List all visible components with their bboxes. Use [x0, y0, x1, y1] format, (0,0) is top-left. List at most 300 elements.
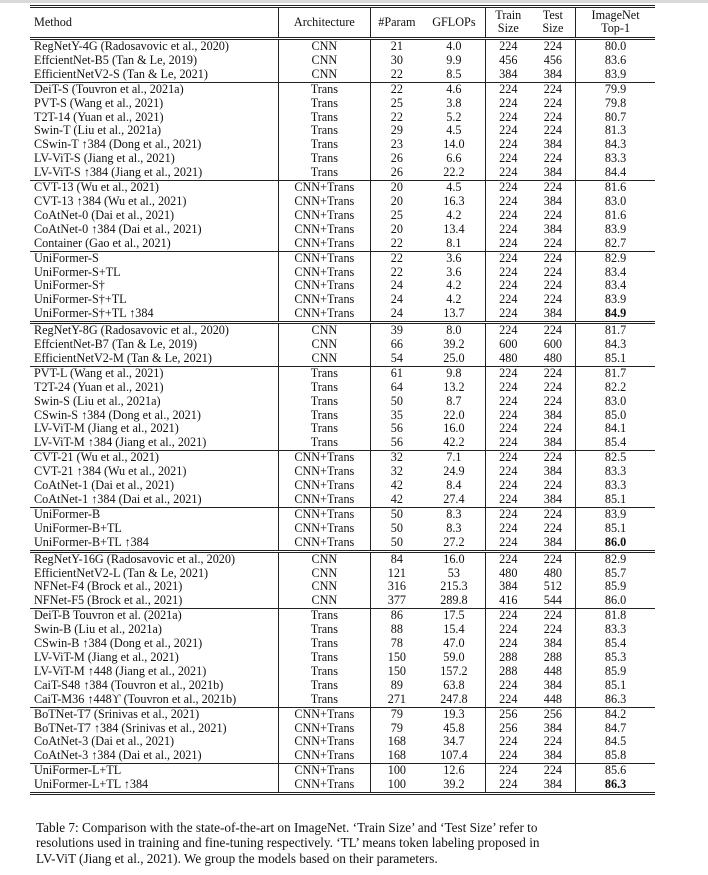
cell-test-size: 384 — [543, 435, 562, 450]
cell-test-size: 224 — [531, 323, 576, 338]
cell-test-size: 224 — [531, 451, 576, 465]
cell-test-size: 384 — [543, 720, 562, 735]
cell-train-size: 224 — [486, 237, 531, 251]
cell-architecture: Trans — [278, 679, 370, 693]
header-test-size-line2: Size — [542, 21, 564, 35]
cell-gflops: 22.2 — [443, 165, 465, 180]
cell-method: BoTNet-T7 (Srinivas et al., 2021) — [30, 707, 278, 721]
cell-gflops: 39.2 — [443, 777, 465, 792]
table-row — [30, 749, 655, 763]
cell-train-size: 480 — [486, 352, 531, 366]
cell-gflops: 289.8 — [440, 593, 468, 608]
cell-top1: 86.3 — [576, 693, 655, 707]
cell-architecture: CNN+Trans — [278, 764, 370, 778]
cell-params: 86 — [370, 609, 422, 623]
cell-architecture: CNN+Trans — [278, 293, 370, 307]
cell-gflops: 8.3 — [423, 507, 486, 521]
cell-gflops: 8.3 — [446, 520, 462, 535]
cell-architecture: CNN+Trans — [278, 251, 370, 265]
cell-test-size: 384 — [543, 636, 562, 651]
comparison-table-container — [30, 5, 655, 795]
cell-gflops: 15.4 — [443, 622, 465, 637]
cell-gflops: 4.2 — [446, 207, 462, 222]
cell-train-size: 224 — [486, 679, 531, 693]
cell-method: PVT-L (Wang et al., 2021) — [30, 366, 278, 380]
cell-train-size: 224 — [486, 395, 531, 409]
cell-architecture: CNN+Trans — [278, 493, 370, 507]
cell-gflops: 247.8 — [440, 691, 468, 706]
cell-top1: 84.4 — [576, 166, 655, 180]
cell-method: CoAtNet-3 ↑384 (Dai et al., 2021) — [34, 748, 202, 763]
cell-method: LV-ViT-S (Jiang et al., 2021) — [34, 151, 175, 166]
table-row — [30, 567, 655, 581]
cell-gflops: 13.7 — [443, 306, 465, 321]
cell-method: UniFormer-S+TL — [34, 264, 121, 279]
cell-train-size: 224 — [486, 479, 531, 493]
table-row — [30, 594, 655, 608]
cell-top1: 83.9 — [576, 507, 655, 521]
cell-params: 24 — [390, 292, 403, 307]
cell-architecture: CNN — [278, 338, 370, 352]
cell-train-size: 288 — [486, 665, 531, 679]
cell-top1: 85.1 — [576, 679, 655, 693]
cell-test-size: 288 — [543, 649, 562, 664]
cell-params: 22 — [370, 82, 422, 96]
cell-method: EfficientNetV2-M (Tan & Le, 2021) — [34, 350, 212, 365]
cell-test-size: 224 — [543, 123, 562, 138]
cell-train-size: 224 — [486, 522, 531, 536]
cell-gflops: 16.0 — [423, 551, 486, 566]
cell-top1: 83.4 — [576, 266, 655, 280]
cell-method: T2T-14 (Yuan et al., 2021) — [34, 109, 164, 124]
cell-params: 25 — [390, 95, 403, 110]
cell-test-size: 224 — [531, 764, 576, 778]
cell-test-size: 224 — [543, 95, 562, 110]
cell-test-size: 384 — [543, 193, 562, 208]
cell-params: 50 — [390, 393, 403, 408]
table-row — [30, 111, 655, 125]
cell-params: 22 — [370, 251, 422, 265]
cell-method: RegNetY-16G (Radosavovic et al., 2020) — [30, 551, 278, 566]
cell-gflops: 39.2 — [443, 337, 465, 352]
cell-test-size: 224 — [543, 622, 562, 637]
cell-architecture: CNN — [278, 39, 370, 54]
table-row — [30, 707, 655, 721]
cell-test-size: 224 — [543, 235, 562, 250]
cell-params: 22 — [390, 66, 403, 81]
cell-test-size: 224 — [543, 39, 562, 53]
cell-architecture: CNN+Trans — [278, 722, 370, 736]
table-row — [30, 465, 655, 479]
cell-params: 23 — [390, 137, 403, 152]
cell-test-size: 448 — [543, 663, 562, 678]
cell-architecture: Trans — [278, 82, 370, 96]
cell-params: 26 — [390, 165, 403, 180]
table-row — [30, 195, 655, 209]
cell-params: 64 — [390, 379, 403, 394]
cell-top1: 81.7 — [576, 323, 655, 338]
cell-params: 39 — [370, 323, 422, 338]
cell-top1: 83.9 — [576, 68, 655, 82]
cell-params: 84 — [370, 551, 422, 566]
cell-params: 20 — [390, 193, 403, 208]
cell-top1: 84.3 — [576, 138, 655, 152]
cell-train-size: 224 — [486, 138, 531, 152]
cell-train-size: 224 — [486, 436, 531, 450]
table-row — [30, 82, 655, 96]
cell-gflops: 17.5 — [423, 609, 486, 623]
cell-top1: 85.4 — [576, 637, 655, 651]
cell-train-size: 224 — [486, 124, 531, 138]
header-train-size-line1: Train — [495, 8, 522, 22]
table-row — [30, 251, 655, 265]
cell-architecture: Trans — [278, 409, 370, 423]
cell-test-size: 224 — [531, 82, 576, 96]
table-row — [30, 97, 655, 111]
cell-architecture: CNN — [278, 323, 370, 338]
table-row — [30, 422, 655, 436]
cell-gflops: 27.2 — [443, 534, 465, 549]
cell-train-size: 224 — [486, 609, 531, 623]
cell-params: 168 — [387, 748, 407, 763]
cell-test-size: 384 — [543, 492, 562, 506]
cell-test-size: 480 — [543, 565, 562, 580]
cell-train-size: 256 — [486, 707, 531, 721]
cell-params: 54 — [390, 350, 403, 365]
cell-train-size: 224 — [486, 366, 531, 380]
cell-top1: 83.0 — [576, 195, 655, 209]
cell-method: LV-ViT-M ↑384 (Jiang et al., 2021) — [34, 435, 207, 450]
cell-gflops: 6.6 — [446, 151, 462, 166]
cell-architecture: Trans — [278, 124, 370, 138]
cell-params: 29 — [390, 123, 403, 138]
cell-train-size: 224 — [486, 307, 531, 322]
cell-top1: 81.6 — [576, 209, 655, 223]
cell-gflops: 4.6 — [423, 82, 486, 96]
cell-top1: 85.3 — [576, 651, 655, 665]
cell-train-size: 224 — [486, 209, 531, 223]
cell-method: PVT-S (Wang et al., 2021) — [34, 95, 164, 110]
cell-top1: 85.1 — [576, 522, 655, 536]
cell-gflops: 215.3 — [440, 579, 468, 594]
cell-method: EffcientNet-B5 (Tan & Le, 2019) — [34, 52, 198, 67]
cell-test-size: 384 — [543, 777, 562, 792]
cell-train-size: 224 — [486, 293, 531, 307]
caption-line-3: LV-ViT (Jiang et al., 2021). We group the models based on their parameters. — [36, 850, 438, 866]
cell-method: T2T-24 (Yuan et al., 2021) — [34, 379, 164, 394]
cell-test-size: 384 — [543, 748, 562, 763]
cell-test-size: 480 — [543, 350, 562, 365]
cell-train-size: 224 — [486, 152, 531, 166]
cell-architecture: CNN+Trans — [278, 237, 370, 251]
cell-gflops: 12.6 — [423, 764, 486, 778]
cell-top1: 81.8 — [576, 609, 655, 623]
table-row — [30, 124, 655, 138]
header-imagenet-top1 — [576, 7, 655, 39]
cell-params: 78 — [390, 636, 403, 651]
cell-method: LV-ViT-M (Jiang et al., 2021) — [34, 649, 179, 664]
cell-params: 24 — [390, 306, 403, 321]
cell-test-size: 384 — [543, 165, 562, 180]
cell-method: CSwin-T ↑384 (Dong et al., 2021) — [34, 137, 202, 152]
cell-architecture: CNN — [278, 580, 370, 594]
cell-train-size: 224 — [486, 507, 531, 521]
cell-top1: 82.7 — [576, 237, 655, 251]
cell-params: 56 — [390, 421, 403, 436]
cell-train-size: 224 — [486, 251, 531, 265]
table-row — [30, 409, 655, 423]
cell-test-size: 512 — [543, 579, 562, 594]
cell-architecture: CNN+Trans — [278, 522, 370, 536]
cell-method: CSwin-S ↑384 (Dong et al., 2021) — [34, 407, 201, 422]
cell-test-size: 224 — [543, 151, 562, 166]
cell-top1: 83.6 — [576, 54, 655, 68]
cell-architecture: CNN+Trans — [278, 223, 370, 237]
cell-top1: 85.9 — [576, 665, 655, 679]
cell-params: 42 — [390, 492, 403, 506]
cell-gflops: 47.0 — [443, 636, 465, 651]
cell-train-size: 224 — [486, 451, 531, 465]
cell-architecture: CNN — [278, 352, 370, 366]
cell-method: UniFormer-S†+TL — [34, 292, 127, 307]
cell-params: 88 — [390, 622, 403, 637]
cell-train-size: 480 — [486, 567, 531, 581]
table-body — [30, 39, 655, 794]
table-row — [30, 493, 655, 507]
cell-top1: 84.9 — [576, 307, 655, 322]
cell-method: CSwin-B ↑384 (Dong et al., 2021) — [34, 636, 203, 651]
cell-params: 26 — [390, 151, 403, 166]
cell-test-size: 224 — [543, 292, 562, 307]
cell-test-size: 544 — [543, 593, 562, 608]
cell-method: CoAtNet-1 (Dai et al., 2021) — [34, 478, 175, 493]
cell-train-size: 224 — [486, 323, 531, 338]
cell-train-size: 416 — [486, 594, 531, 608]
cell-train-size: 224 — [486, 409, 531, 423]
cell-method: DeiT-S (Touvron et al., 2021a) — [30, 82, 278, 96]
cell-top1: 79.8 — [576, 97, 655, 111]
cell-test-size: 384 — [543, 137, 562, 152]
cell-params: 150 — [387, 649, 407, 664]
cell-top1: 86.0 — [576, 536, 655, 551]
cell-top1: 85.0 — [576, 409, 655, 423]
cell-gflops: 4.0 — [446, 39, 462, 53]
cell-test-size: 224 — [543, 478, 562, 493]
cell-train-size: 224 — [486, 82, 531, 96]
cell-top1: 81.7 — [576, 366, 655, 380]
cell-method: Swin-B (Liu et al., 2021a) — [34, 622, 162, 637]
table-row — [30, 637, 655, 651]
cell-test-size: 448 — [543, 691, 562, 706]
cell-train-size: 224 — [486, 735, 531, 749]
cell-method: CVT-13 (Wu et al., 2021) — [30, 181, 278, 195]
cell-params: 100 — [370, 764, 422, 778]
cell-test-size: 224 — [543, 734, 562, 749]
cell-top1: 80.7 — [576, 111, 655, 125]
cell-top1: 84.2 — [576, 707, 655, 721]
cell-method: EffcientNet-B7 (Tan & Le, 2019) — [34, 337, 198, 352]
cell-method: LV-ViT-M (Jiang et al., 2021) — [34, 421, 179, 436]
table-row — [30, 665, 655, 679]
cell-method: LV-ViT-M ↑448 (Jiang et al., 2021) — [34, 663, 207, 678]
cell-train-size: 224 — [486, 166, 531, 180]
header-top1-line2: Top-1 — [601, 21, 631, 35]
cell-train-size: 384 — [486, 68, 531, 82]
cell-top1: 83.3 — [576, 623, 655, 637]
cell-train-size: 224 — [486, 39, 531, 54]
cell-params: 30 — [390, 52, 403, 67]
table-row — [30, 778, 655, 793]
cell-gflops: 13.2 — [443, 379, 465, 394]
cell-method: CoAtNet-0 ↑384 (Dai et al., 2021) — [34, 221, 202, 236]
cell-method: DeiT-B Touvron et al. (2021a) — [30, 609, 278, 623]
header-test-size — [531, 7, 576, 39]
cell-architecture: CNN — [278, 594, 370, 608]
cell-architecture: CNN+Trans — [278, 707, 370, 721]
table-row — [30, 381, 655, 395]
header-test-size-line1: Test — [542, 8, 563, 22]
cell-params: 50 — [390, 534, 403, 549]
cell-train-size: 224 — [486, 279, 531, 293]
table-row — [30, 395, 655, 409]
table-row — [30, 237, 655, 251]
cell-architecture: Trans — [278, 395, 370, 409]
cell-gflops: 9.8 — [423, 366, 486, 380]
caption-line-1: Table 7: Comparison with the state-of-the-art on ImageNet. ‘Train Size’ and ‘Test Size’ refer to — [36, 820, 538, 835]
cell-gflops: 4.5 — [423, 181, 486, 195]
cell-params: 56 — [390, 435, 403, 450]
cell-test-size: 384 — [543, 407, 562, 422]
cell-params: 21 — [390, 39, 403, 53]
cell-architecture: Trans — [278, 111, 370, 125]
table-row — [30, 522, 655, 536]
cell-architecture: CNN — [278, 68, 370, 82]
header-train-size — [486, 7, 531, 39]
table-caption — [36, 820, 624, 866]
cell-top1: 83.4 — [576, 279, 655, 293]
cell-method: EfficientNetV2-L (Tan & Le, 2021) — [34, 565, 209, 580]
cell-test-size: 224 — [531, 366, 576, 380]
cell-top1: 85.8 — [576, 749, 655, 763]
table-row — [30, 352, 655, 366]
cell-test-size: 384 — [543, 306, 562, 321]
cell-top1: 84.3 — [576, 338, 655, 352]
cell-architecture: CNN+Trans — [278, 181, 370, 195]
table-row — [30, 609, 655, 623]
cell-test-size: 384 — [543, 534, 562, 549]
cell-architecture: Trans — [278, 152, 370, 166]
cell-test-size: 224 — [531, 181, 576, 195]
table-header — [30, 7, 655, 39]
cell-train-size: 224 — [486, 623, 531, 637]
cell-architecture: CNN — [278, 567, 370, 581]
cell-train-size: 224 — [486, 493, 531, 507]
cell-architecture: Trans — [278, 651, 370, 665]
cell-architecture: CNN — [278, 551, 370, 566]
cell-test-size: 224 — [531, 609, 576, 623]
table-row — [30, 54, 655, 68]
cell-top1: 81.6 — [576, 181, 655, 195]
cell-test-size: 384 — [543, 677, 562, 692]
table-row — [30, 223, 655, 237]
cell-train-size: 224 — [486, 422, 531, 436]
cell-test-size: 224 — [543, 109, 562, 124]
cell-architecture: CNN+Trans — [278, 451, 370, 465]
cell-method: UniFormer-L+TL — [30, 764, 278, 778]
cell-method: CoAtNet-0 (Dai et al., 2021) — [34, 207, 175, 222]
cell-top1: 85.6 — [576, 764, 655, 778]
cell-params: 150 — [387, 663, 407, 678]
cell-train-size: 256 — [486, 722, 531, 736]
table-row — [30, 293, 655, 307]
cell-params: 20 — [390, 221, 403, 236]
cell-top1: 79.9 — [576, 82, 655, 96]
cell-top1: 86.0 — [576, 594, 655, 608]
cell-architecture: Trans — [278, 138, 370, 152]
cell-params: 168 — [387, 734, 407, 749]
cell-top1: 83.9 — [576, 293, 655, 307]
cell-gflops: 27.4 — [443, 492, 465, 506]
cell-method: CaiT-M36 ↑448ϒ (Touvron et al., 2021b) — [34, 691, 237, 706]
table-row — [30, 679, 655, 693]
cell-architecture: CNN+Trans — [278, 735, 370, 749]
cell-method: UniFormer-S — [30, 251, 278, 265]
header-train-size-line2: Size — [497, 21, 519, 35]
cell-gflops: 8.5 — [446, 66, 462, 81]
cell-architecture: Trans — [278, 381, 370, 395]
cell-top1: 81.3 — [576, 124, 655, 138]
cell-gflops: 8.7 — [446, 393, 462, 408]
cell-test-size: 224 — [543, 207, 562, 222]
cell-architecture: CNN+Trans — [278, 307, 370, 322]
cell-params: 377 — [387, 593, 407, 608]
cell-params: 24 — [390, 278, 403, 293]
cell-params: 271 — [387, 691, 407, 706]
cell-params: 50 — [370, 507, 422, 521]
cell-gflops: 8.1 — [446, 235, 462, 250]
cell-method: LV-ViT-S ↑384 (Jiang et al., 2021) — [34, 165, 203, 180]
cell-method: UniFormer-B+TL — [34, 520, 122, 535]
cell-gflops: 107.4 — [440, 748, 468, 763]
cell-architecture: Trans — [278, 609, 370, 623]
top-border-bar — [0, 0, 708, 3]
cell-test-size: 224 — [543, 421, 562, 436]
cell-top1: 82.5 — [576, 451, 655, 465]
cell-gflops: 13.4 — [443, 221, 465, 236]
cell-params: 42 — [390, 478, 403, 493]
cell-architecture: CNN+Trans — [278, 778, 370, 793]
cell-top1: 83.0 — [576, 395, 655, 409]
cell-top1: 82.9 — [576, 251, 655, 265]
cell-top1: 80.0 — [576, 39, 655, 54]
cell-architecture: CNN+Trans — [278, 507, 370, 521]
cell-test-size: 384 — [543, 66, 562, 81]
cell-test-size: 224 — [543, 264, 562, 279]
table-row — [30, 507, 655, 521]
table-row — [30, 722, 655, 736]
cell-gflops: 16.0 — [443, 421, 465, 436]
cell-gflops: 3.6 — [446, 264, 462, 279]
cell-train-size: 224 — [486, 465, 531, 479]
cell-method: CaiT-S48 ↑384 (Touvron et al., 2021b) — [34, 677, 224, 692]
cell-train-size: 224 — [486, 749, 531, 763]
table-row — [30, 451, 655, 465]
table-row — [30, 651, 655, 665]
cell-top1: 83.3 — [576, 152, 655, 166]
cell-train-size: 224 — [486, 536, 531, 551]
cell-train-size: 456 — [486, 54, 531, 68]
cell-train-size: 224 — [486, 551, 531, 566]
